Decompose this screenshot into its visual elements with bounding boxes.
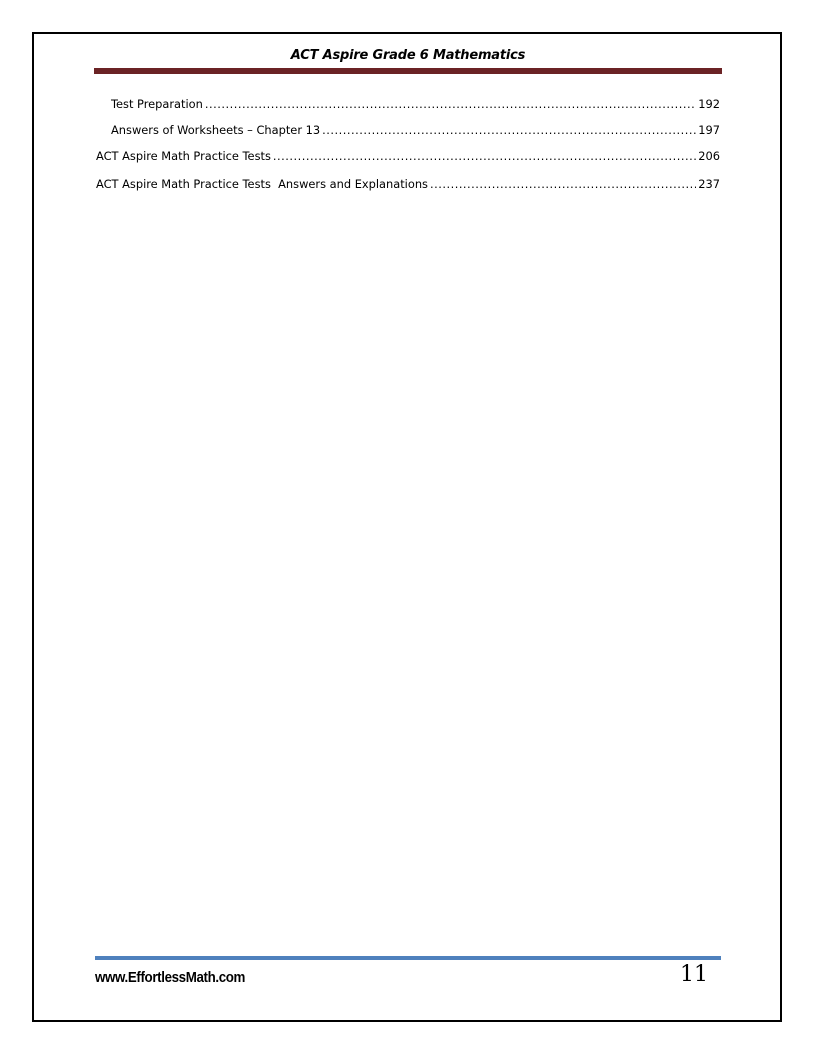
toc-entry-label: ACT Aspire Math Practice Tests Answers and Explanations — [96, 177, 428, 191]
toc-entry-label: Test Preparation — [111, 97, 203, 111]
toc-entry-practice-tests[interactable] — [96, 147, 720, 165]
toc-leader-dots — [273, 147, 696, 165]
toc-leader-dots — [322, 121, 696, 139]
toc-leader-dots — [205, 95, 696, 113]
toc-entry-answers-chapter-13[interactable] — [96, 121, 720, 139]
toc-entry-page: 206 — [698, 149, 720, 163]
page-number: 11 — [680, 962, 708, 987]
header-rule — [94, 68, 722, 74]
header-title: ACT Aspire Grade 6 Mathematics — [290, 48, 526, 63]
toc-entry-page: 237 — [698, 177, 720, 191]
toc-entry-practice-tests-answers[interactable] — [96, 175, 720, 193]
toc-entry-test-preparation[interactable] — [96, 95, 720, 113]
toc-entry-label: Answers of Worksheets – Chapter 13 — [111, 123, 321, 137]
toc-entry-page: 192 — [698, 97, 720, 111]
footer-website: www.EffortlessMath.com — [95, 970, 246, 986]
toc-entry-page: 197 — [698, 123, 720, 137]
toc-leader-dots — [430, 175, 696, 193]
footer-rule — [95, 956, 721, 960]
toc-entry-label: ACT Aspire Math Practice Tests — [96, 149, 271, 163]
